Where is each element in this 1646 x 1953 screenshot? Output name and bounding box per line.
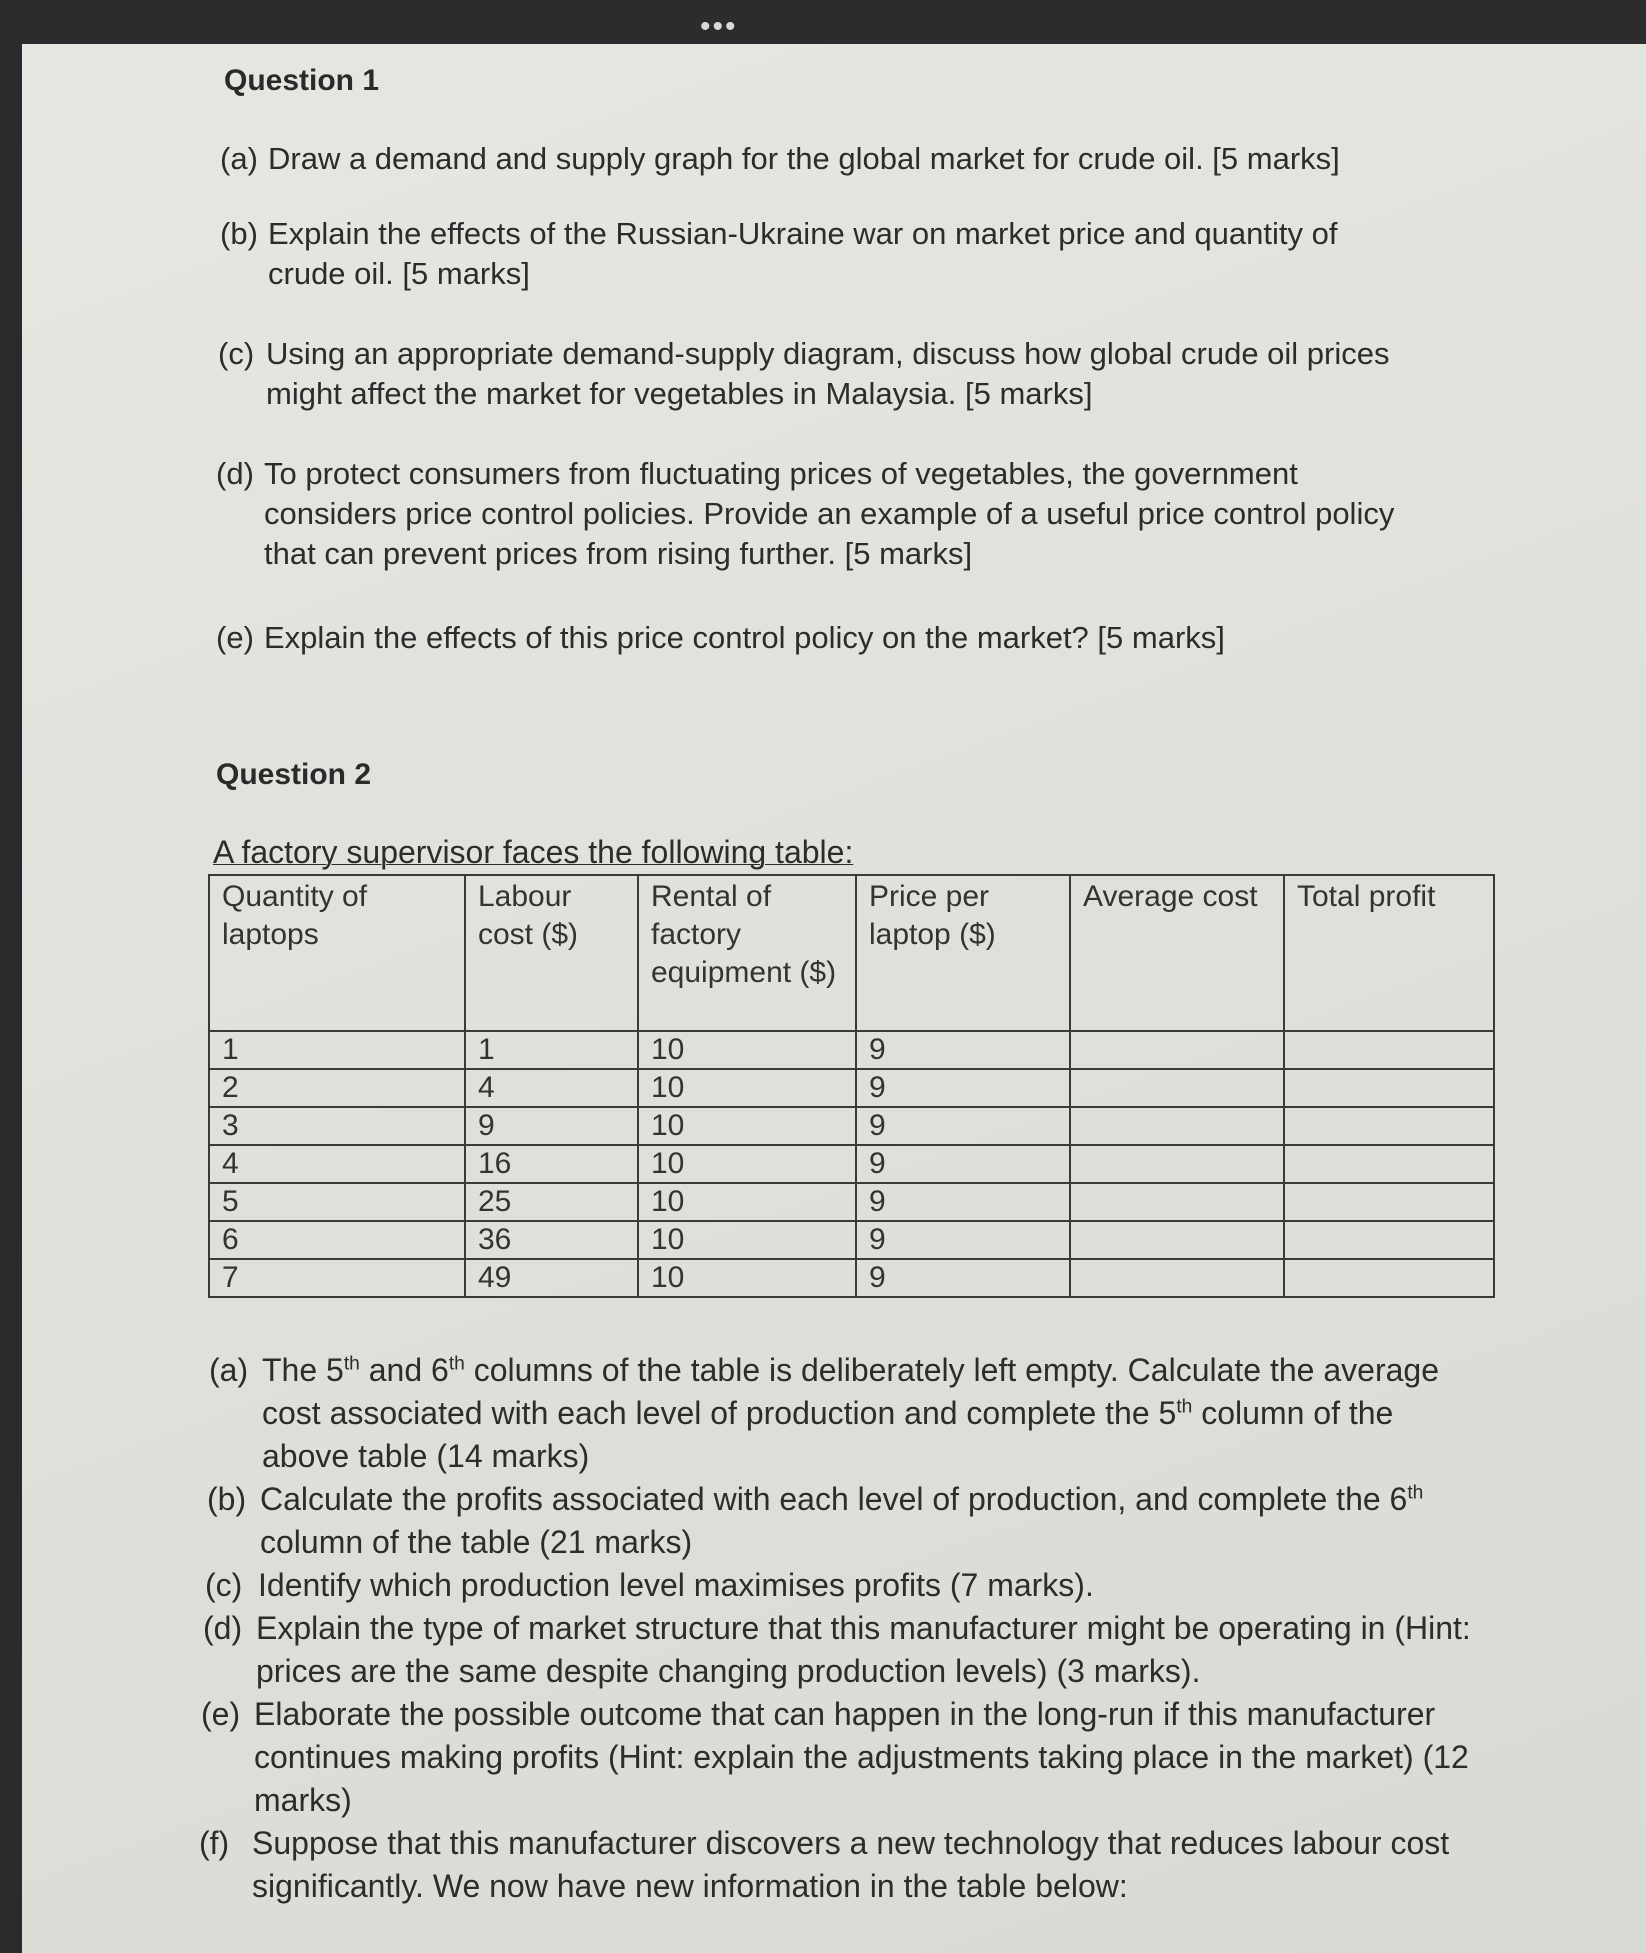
cell-price: 9	[856, 1183, 1070, 1221]
cell-rental: 10	[638, 1145, 856, 1183]
cell-quantity: 4	[209, 1145, 465, 1183]
cell-rental: 10	[638, 1107, 856, 1145]
cell-labour-cost: 4	[465, 1069, 638, 1107]
cell-labour-cost: 36	[465, 1221, 638, 1259]
cell-quantity: 2	[209, 1069, 465, 1107]
cell-price: 9	[856, 1221, 1070, 1259]
header-quantity: Quantity of laptops	[209, 875, 465, 1031]
cell-total-profit	[1284, 1183, 1494, 1221]
question-2-part-a: (a) The 5th and 6th columns of the table is deliberately left empty. Calculate the average cost associated with each level of production and complete the 5th column of the above table (14 marks)	[209, 1352, 1439, 1474]
question-1-item-b: (b) Explain the effects of the Russian-Ukraine war on market price and quantity of crude oil. [5 marks]	[220, 216, 1338, 291]
document-page	[22, 44, 1646, 1953]
table-row	[209, 1145, 1494, 1183]
cell-average-cost	[1070, 1259, 1284, 1297]
question-2-intro: A factory supervisor faces the following table:	[213, 834, 854, 870]
cell-total-profit	[1284, 1221, 1494, 1259]
header-rental: Rental of factory equipment ($)	[638, 875, 856, 1031]
cell-price: 9	[856, 1031, 1070, 1069]
question-1-title: Question 1	[224, 64, 380, 97]
cell-labour-cost: 9	[465, 1107, 638, 1145]
question-2-part-f: (f) Suppose that this manufacturer discovers a new technology that reduces labour cost significantly. We now have new information in the table below:	[199, 1825, 1450, 1904]
cell-total-profit	[1284, 1107, 1494, 1145]
cell-total-profit	[1284, 1069, 1494, 1107]
cell-quantity: 5	[209, 1183, 465, 1221]
header-price: Price per laptop ($)	[856, 875, 1070, 1031]
cell-total-profit	[1284, 1259, 1494, 1297]
header-labour-cost: Labour cost ($)	[465, 875, 638, 1031]
header-average-cost: Average cost	[1070, 875, 1284, 1031]
cell-rental: 10	[638, 1259, 856, 1297]
table-row	[209, 1183, 1494, 1221]
more-options-icon[interactable]: •••	[700, 10, 738, 43]
cost-table	[208, 874, 1495, 1298]
header-total-profit: Total profit	[1284, 875, 1494, 1031]
question-2-part-e: (e) Elaborate the possible outcome that can happen in the long-run if this manufacturer continues making profits (Hint: explain the adjustments taking place in the market) (12 marks)	[201, 1696, 1469, 1818]
question-1-item-e: (e) Explain the effects of this price control policy on the market? [5 marks]	[216, 620, 1225, 655]
cell-quantity: 6	[209, 1221, 465, 1259]
cell-total-profit	[1284, 1145, 1494, 1183]
cell-quantity: 3	[209, 1107, 465, 1145]
cell-labour-cost: 16	[465, 1145, 638, 1183]
cell-average-cost	[1070, 1031, 1284, 1069]
cell-quantity: 7	[209, 1259, 465, 1297]
table-row	[209, 1107, 1494, 1145]
cell-average-cost	[1070, 1221, 1284, 1259]
cell-average-cost	[1070, 1145, 1284, 1183]
question-2-part-d: (d) Explain the type of market structure that this manufacturer might be operating in (Hint: prices are the same despite changing production levels) (3 marks).	[203, 1610, 1471, 1689]
table-row	[209, 1221, 1494, 1259]
cell-price: 9	[856, 1107, 1070, 1145]
cell-quantity: 1	[209, 1031, 465, 1069]
cell-labour-cost: 1	[465, 1031, 638, 1069]
cell-rental: 10	[638, 1031, 856, 1069]
cell-rental: 10	[638, 1221, 856, 1259]
question-2-title: Question 2	[216, 758, 372, 791]
question-1-item-a: (a) Draw a demand and supply graph for the global market for crude oil. [5 marks]	[220, 141, 1340, 176]
cell-price: 9	[856, 1145, 1070, 1183]
table-row	[209, 1031, 1494, 1069]
cell-average-cost	[1070, 1069, 1284, 1107]
cell-rental: 10	[638, 1069, 856, 1107]
cell-average-cost	[1070, 1107, 1284, 1145]
question-1-item-c: (c) Using an appropriate demand-supply diagram, discuss how global crude oil prices might affect the market for vegetables in Malaysia. [5 marks]	[218, 336, 1390, 411]
question-2-part-b: (b) Calculate the profits associated with each level of production, and complete the 6th column of the table (21 marks)	[207, 1481, 1424, 1560]
cell-rental: 10	[638, 1183, 856, 1221]
question-2-part-c: (c) Identify which production level maximises profits (7 marks).	[205, 1567, 1094, 1603]
cell-average-cost	[1070, 1183, 1284, 1221]
cell-price: 9	[856, 1259, 1070, 1297]
cell-labour-cost: 49	[465, 1259, 638, 1297]
question-1-item-d: (d) To protect consumers from fluctuating prices of vegetables, the government considers price control policies. Provide an example of a useful price control policy that can prevent prices from rising further. [5 marks]	[216, 456, 1395, 571]
cell-total-profit	[1284, 1031, 1494, 1069]
table-row	[209, 1259, 1494, 1297]
cell-price: 9	[856, 1069, 1070, 1107]
top-bar	[0, 0, 1646, 48]
table-row	[209, 1069, 1494, 1107]
table-header-row	[209, 875, 1494, 1031]
cell-labour-cost: 25	[465, 1183, 638, 1221]
